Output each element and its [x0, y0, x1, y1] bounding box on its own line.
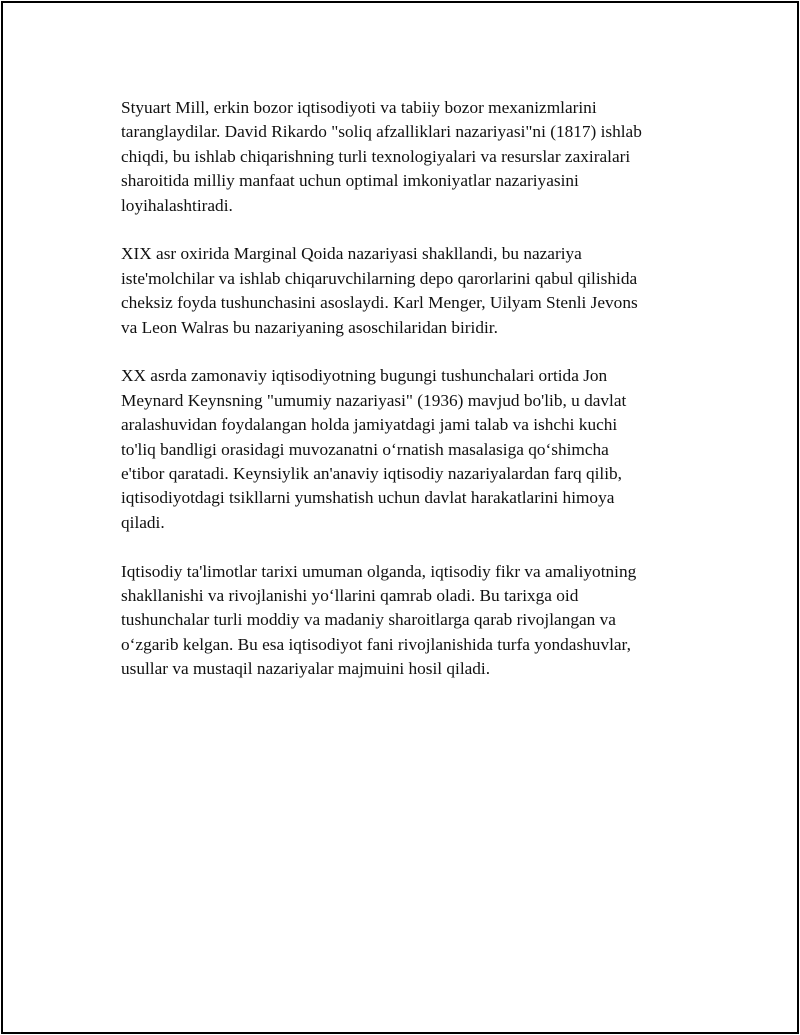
text-line: aralashuvidan foydalangan holda jamiyatdagi jami talab va ishchi kuchi: [121, 415, 618, 435]
text-line: e'tibor qaratadi. Keynsiylik an'anaviy iqtisodiy nazariyalardan farq qilib,: [121, 464, 622, 484]
paragraph-4: [121, 560, 696, 682]
text-line: iqtisodiyotdagi tsikllarni yumshatish uchun davlat harakatlarini himoya: [121, 488, 615, 508]
text-line: Meynard Keynsning "umumiy nazariyasi" (1936) mavjud bo'lib, u davlat: [121, 390, 627, 410]
text-line: usullar va mustaqil nazariyalar majmuini hosil qiladi.: [121, 659, 491, 679]
paragraph-3: [121, 364, 696, 535]
text-line: to'liq bandligi orasidagi muvozanatni o‘rnatish masalasiga qo‘shimcha: [121, 439, 609, 459]
text-line: tushunchalar turli moddiy va madaniy sharoitlarga qarab rivojlangan va: [121, 610, 616, 630]
text-line: taranglaydilar. David Rikardo "soliq afzalliklari nazariyasi"ni (1817) ishlab: [121, 122, 642, 142]
text-line: o‘zgarib kelgan. Bu esa iqtisodiyot fani rivojlanishida turfa yondashuvlar,: [121, 634, 631, 654]
paragraph-2: [121, 242, 696, 340]
text-line: loyihalashtiradi.: [121, 195, 233, 215]
text-line: sharoitida milliy manfaat uchun optimal imkoniyatlar nazariyasini: [121, 171, 579, 191]
text-line: Iqtisodiy ta'limotlar tarixi umuman olganda, iqtisodiy fikr va amaliyotning: [121, 561, 637, 581]
document-body: [121, 96, 696, 706]
page-frame: [1, 1, 799, 1034]
text-line: XIX asr oxirida Marginal Qoida nazariyasi shakllandi, bu nazariya: [121, 244, 582, 264]
text-line: XX asrda zamonaviy iqtisodiyotning bugungi tushunchalari ortida Jon: [121, 366, 608, 386]
text-line: iste'molchilar va ishlab chiqaruvchilarning depo qarorlarini qabul qilishida: [121, 268, 638, 288]
text-line: cheksiz foyda tushunchasini asoslaydi. Karl Menger, Uilyam Stenli Jevons: [121, 293, 638, 313]
text-line: va Leon Walras bu nazariyaning asoschilaridan biridir.: [121, 317, 498, 337]
text-line: Styuart Mill, erkin bozor iqtisodiyoti va tabiiy bozor mexanizmlarini: [121, 98, 597, 117]
text-line: qiladi.: [121, 512, 165, 532]
text-line: chiqdi, bu ishlab chiqarishning turli texnologiyalari va resurslar zaxiralari: [121, 146, 631, 166]
paragraph-1: [121, 96, 696, 218]
text-line: shakllanishi va rivojlanishi yo‘llarini qamrab oladi. Bu tarixga oid: [121, 586, 579, 606]
